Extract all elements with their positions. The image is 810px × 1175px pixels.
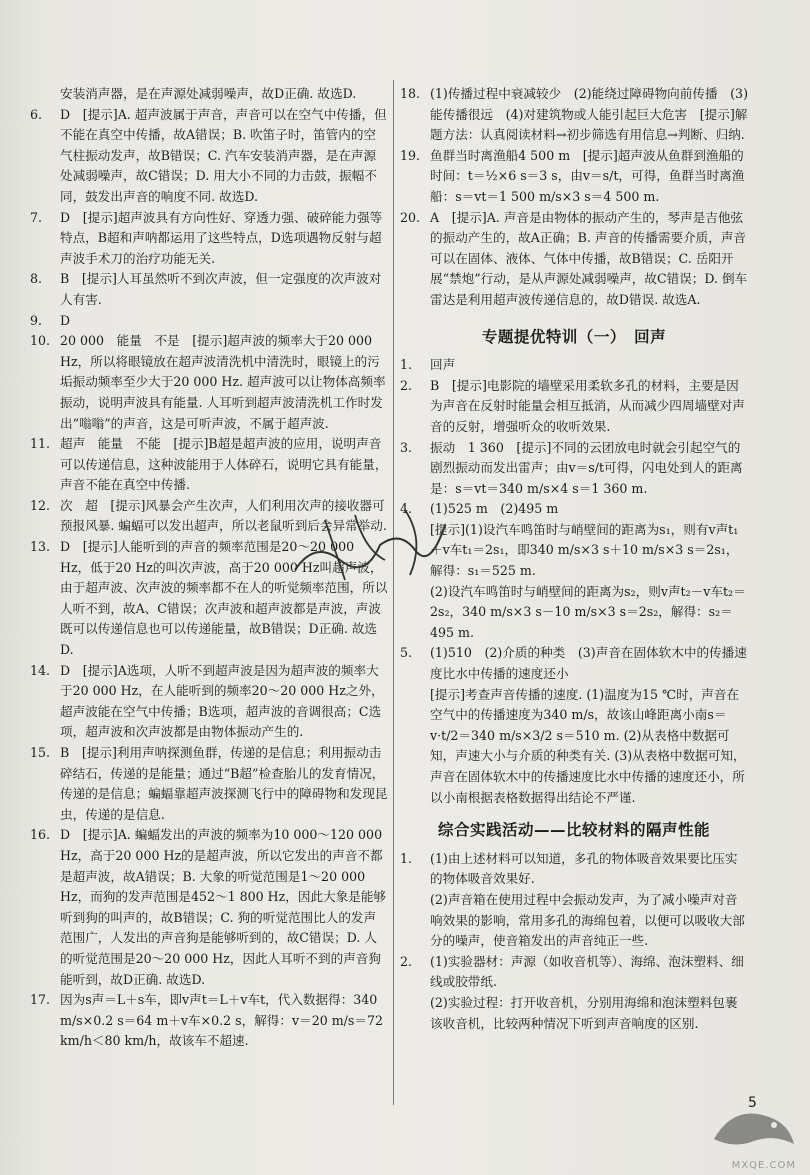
answer-item <box>30 84 388 105</box>
item-number: 9. <box>30 312 43 328</box>
item-number: 20. <box>400 209 421 225</box>
item-text: 回声 <box>430 357 456 373</box>
item-number: 10. <box>30 333 51 349</box>
item-number: 4. <box>400 501 413 517</box>
column-divider <box>393 80 394 1105</box>
item-number: 2. <box>400 953 413 969</box>
item-text: (2)设汽车鸣笛时与峭壁间的距离为s₂，则v声t₂－v车t₂＝2s₂，340 m/s×3 s－10 m/s×3 s＝2s₂，解得：s₂＝495 m. <box>430 583 746 640</box>
item-text: (2)声音箱在使用过程中会振动发声，为了减小噪声对音响效果的影响，常用多孔的海绵包着，以便可以吸收大部分的噪声，使音箱发出的声音纯正一些. <box>430 891 745 949</box>
item-number: 8. <box>30 271 43 287</box>
answer-item <box>30 208 388 270</box>
page-number: 5 <box>748 1095 757 1111</box>
item-number: 5. <box>400 645 413 661</box>
answer-item <box>30 331 388 434</box>
item-text: D [提示]A选项，人听不到超声波是因为超声波的频率大于20 000 Hz，在人能听到的频率20～20 000 Hz之外，超声波能在空气中传播；B选项，超声波的音调很高；C选项，超声波和次声波都是由物体振动产生的. <box>60 662 384 740</box>
answer-item <box>400 952 748 993</box>
item-text: B [提示]人耳虽然听不到次声波，但一定强度的次声波对人有害. <box>60 271 382 307</box>
item-text: 20 000 能量 不是 [提示]超声波的频率大于20 000 Hz，所以将眼镜放在超声波清洗机中清洗时，眼镜上的污垢振动频率至少大于20 000 Hz. 超声波可以让物体高频率振动，说明声波具有能量. 人耳听到超声波清洗机工作时发出“嗡嗡”的声音，这是可听声波，不属于超声波. <box>60 333 386 431</box>
item-text: D <box>60 312 71 328</box>
answer-item <box>30 269 388 310</box>
item-text: (1)实验器材：声源（如收音机等）、海绵、泡沫塑料、细线或胶带纸. <box>430 953 744 990</box>
item-text: B [提示]电影院的墙壁采用柔软多孔的材料，主要是因为声音在反射时能量会相互抵消，从而减少四周墙壁对声音的反射，增强听众的收听效果. <box>430 377 745 434</box>
answer-item <box>400 890 748 952</box>
answer-item <box>30 311 388 332</box>
item-number: 14. <box>30 662 51 678</box>
item-text: 鱼群当时离渔船4 500 m [提示]超声波从鱼群到渔船的时间：t＝½×6 s＝3 s，由v＝s/t，可得，鱼群当时离渔船：s＝vt＝1 500 m/s×3 s＝4 500 m. <box>430 147 745 204</box>
item-number: 17. <box>30 992 51 1008</box>
item-text: 因为s声＝L＋s车，即v声t＝L＋v车t，代入数据得：340 m/s×0.2 s＝64 m＋v车×0.2 s，解得：v＝20 m/s＝72 km/h＜80 km/h，故该车不超速. <box>60 992 383 1049</box>
section-title-echo: 专题提优特训（一） 回声 <box>481 327 667 346</box>
answer-item <box>30 661 388 743</box>
item-number: 13. <box>30 539 51 555</box>
item-number: 1. <box>400 357 413 373</box>
answer-item <box>400 685 748 809</box>
item-text: [提示]考查声音传播的速度. (1)温度为15 ℃时，声音在空气中的传播速度为340 m/s，故该山峰距离小南s＝v·t/2＝340 m/s×3/2 s＝510 m. (2)从表格中数据可知，声速大小与介质的种类有关. (3)从表格中数据可知，声音在固体软木中的传播速度比水中传播的速度还小，所以小南根据表格数据得出结论不严谨. <box>430 686 746 805</box>
right-top-items <box>400 84 748 311</box>
item-text: (1)传播过程中衰减较少 (2)能绕过障碍物向前传播 (3)能传播很远 (4)对建筑物或人能引起巨大危害 [提示]解题方法：认真阅读材料→初步筛选有用信息→判断、归纳. <box>430 86 748 143</box>
item-number: 7. <box>30 209 43 225</box>
section-title-sound-insulation: 综合实践活动——比较材料的隔声性能 <box>437 821 710 840</box>
answer-item <box>400 993 748 1034</box>
item-text: 次 超 [提示]风暴会产生次声，人们利用次声的接收器可预报风暴. 蝙蝠可以发出超声，所以老鼠听到后会异常举动. <box>60 497 387 534</box>
answer-item <box>400 355 748 376</box>
handwritten-scribble <box>285 500 455 590</box>
item-text: (1)525 m (2)495 m <box>430 501 559 517</box>
answer-item <box>400 643 748 684</box>
item-text: D [提示]超声波具有方向性好、穿透力强、破碎能力强等特点，B超和声呐都运用了这些特点，D选项遇物反射与超声波手术刀的治疗功能无关. <box>60 209 383 266</box>
item-text: D [提示]A. 超声波属于声音，声音可以在空气中传播，但不能在真空中传播，故A错误；B. 吹笛子时，笛管内的空气柱振动发声，故B错误；C. 汽车安装消声器，是在声源处减弱噪声，故C错误；D. 用大小不同的力击鼓，振幅不同，鼓发出声音的响度不同. 故选D. <box>60 106 387 204</box>
answer-item <box>400 849 748 890</box>
insulation-items <box>400 849 748 1034</box>
item-number: 18. <box>400 86 421 101</box>
item-text: [提示](1)设汽车鸣笛时与峭壁间的距离为s₁，则有v声t₁＋v车t₁＝2s₁，即340 m/s×3 s＋10 m/s×3 s＝2s₁，解得：s₁＝525 m. <box>430 521 739 579</box>
item-number: 2. <box>400 377 413 393</box>
item-text: 安装消声器，是在声源处减弱噪声，故D正确. 故选D. <box>60 86 357 101</box>
answer-item <box>400 208 748 311</box>
item-text: D [提示]人能听到的声音的频率范围是20～20 000 Hz，低于20 Hz的叫次声波，高于20 000 Hz叫超声波，由于超声波、次声波的频率都不在人的听觉频率范围，所以人听不到，故A、C错误；次声波和超声波都是声波，声波既可以传递信息也可以传递能量，故B错误；D正确. 故选D. <box>60 539 388 658</box>
answer-item <box>30 990 388 1052</box>
item-number: 1. <box>400 850 413 866</box>
answer-item <box>400 438 748 500</box>
item-number: 12. <box>30 497 51 513</box>
item-number: 6. <box>30 106 43 122</box>
item-text: D [提示]A. 蝙蝠发出的声波的频率为10 000～120 000 Hz，高于20 000 Hz的是超声波，所以它发出的声音不都是超声波，故A错误；B. 大象的听觉范围是1～20 000 Hz，而狗的发声范围是452～1 800 Hz，因此大象是能够听到狗的叫声的，故B错误；C. 狗的听觉范围比人的发声范围广，人发出的声音狗是能够听到的，故C错误；D. 人的听觉范围是20～20 000 Hz，因此人耳听不到的声音狗能听到，故D正确. 故选D. <box>60 827 387 987</box>
item-number: 3. <box>400 439 413 455</box>
answer-item <box>30 434 388 496</box>
item-text: 超声 能量 不能 [提示]B超是超声波的应用，说明声音可以传递信息，这种波能用于人体碎石，说明它具有能量，声音不能在真空中传播. <box>60 436 388 493</box>
answer-item <box>400 146 748 208</box>
item-number: 19. <box>400 147 421 163</box>
answer-item <box>400 582 748 644</box>
answer-item <box>400 84 748 146</box>
answer-item <box>30 743 388 825</box>
item-text: 振动 1 360 [提示]不同的云团放电时就会引起空气的剧烈振动而发出雷声；由v＝s/t可得，闪电处到人的距离是：s＝vt＝340 m/s×4 s＝1 360 m. <box>430 439 743 496</box>
item-text: A [提示]A. 声音是由物体的振动产生的，琴声是吉他弦的振动产生的，故A正确；B. 声音的传播需要介质，声音可以在固体、液体、气体中传播，故B错误；C. 岳阳开展“禁炮”行动，是从声源处减弱噪声，故C错误；D. 倒车雷达是利用超声波传递信息的，故D错误. 故选A. <box>430 209 748 307</box>
watermark-text: MXQE.COM <box>731 1160 796 1171</box>
item-text: (2)实验过程：打开收音机，分别用海绵和泡沫塑料包裹该收音机，比较两种情况下听到声音响度的区别. <box>430 994 738 1031</box>
answer-item <box>30 825 388 990</box>
item-text: (1)由上述材料可以知道，多孔的物体吸音效果要比压实的物体吸音效果好. <box>430 850 738 887</box>
item-number: 11. <box>30 436 51 452</box>
answer-item <box>400 376 748 438</box>
item-text: B [提示]利用声呐探测鱼群，传递的是信息；利用振动击碎结石，传递的是能量；通过“B超”检查胎儿的发育情况，传递的是信息；蝙蝠靠超声波探测飞行中的障碍物和发现昆虫，传递的是信息. <box>60 745 388 822</box>
item-text: (1)510 (2)介质的种类 (3)声音在固体软木中的传播速度比水中传播的速度还小 <box>430 645 747 682</box>
answer-item <box>30 105 388 208</box>
item-number: 15. <box>30 745 51 760</box>
item-number: 16. <box>30 827 51 843</box>
